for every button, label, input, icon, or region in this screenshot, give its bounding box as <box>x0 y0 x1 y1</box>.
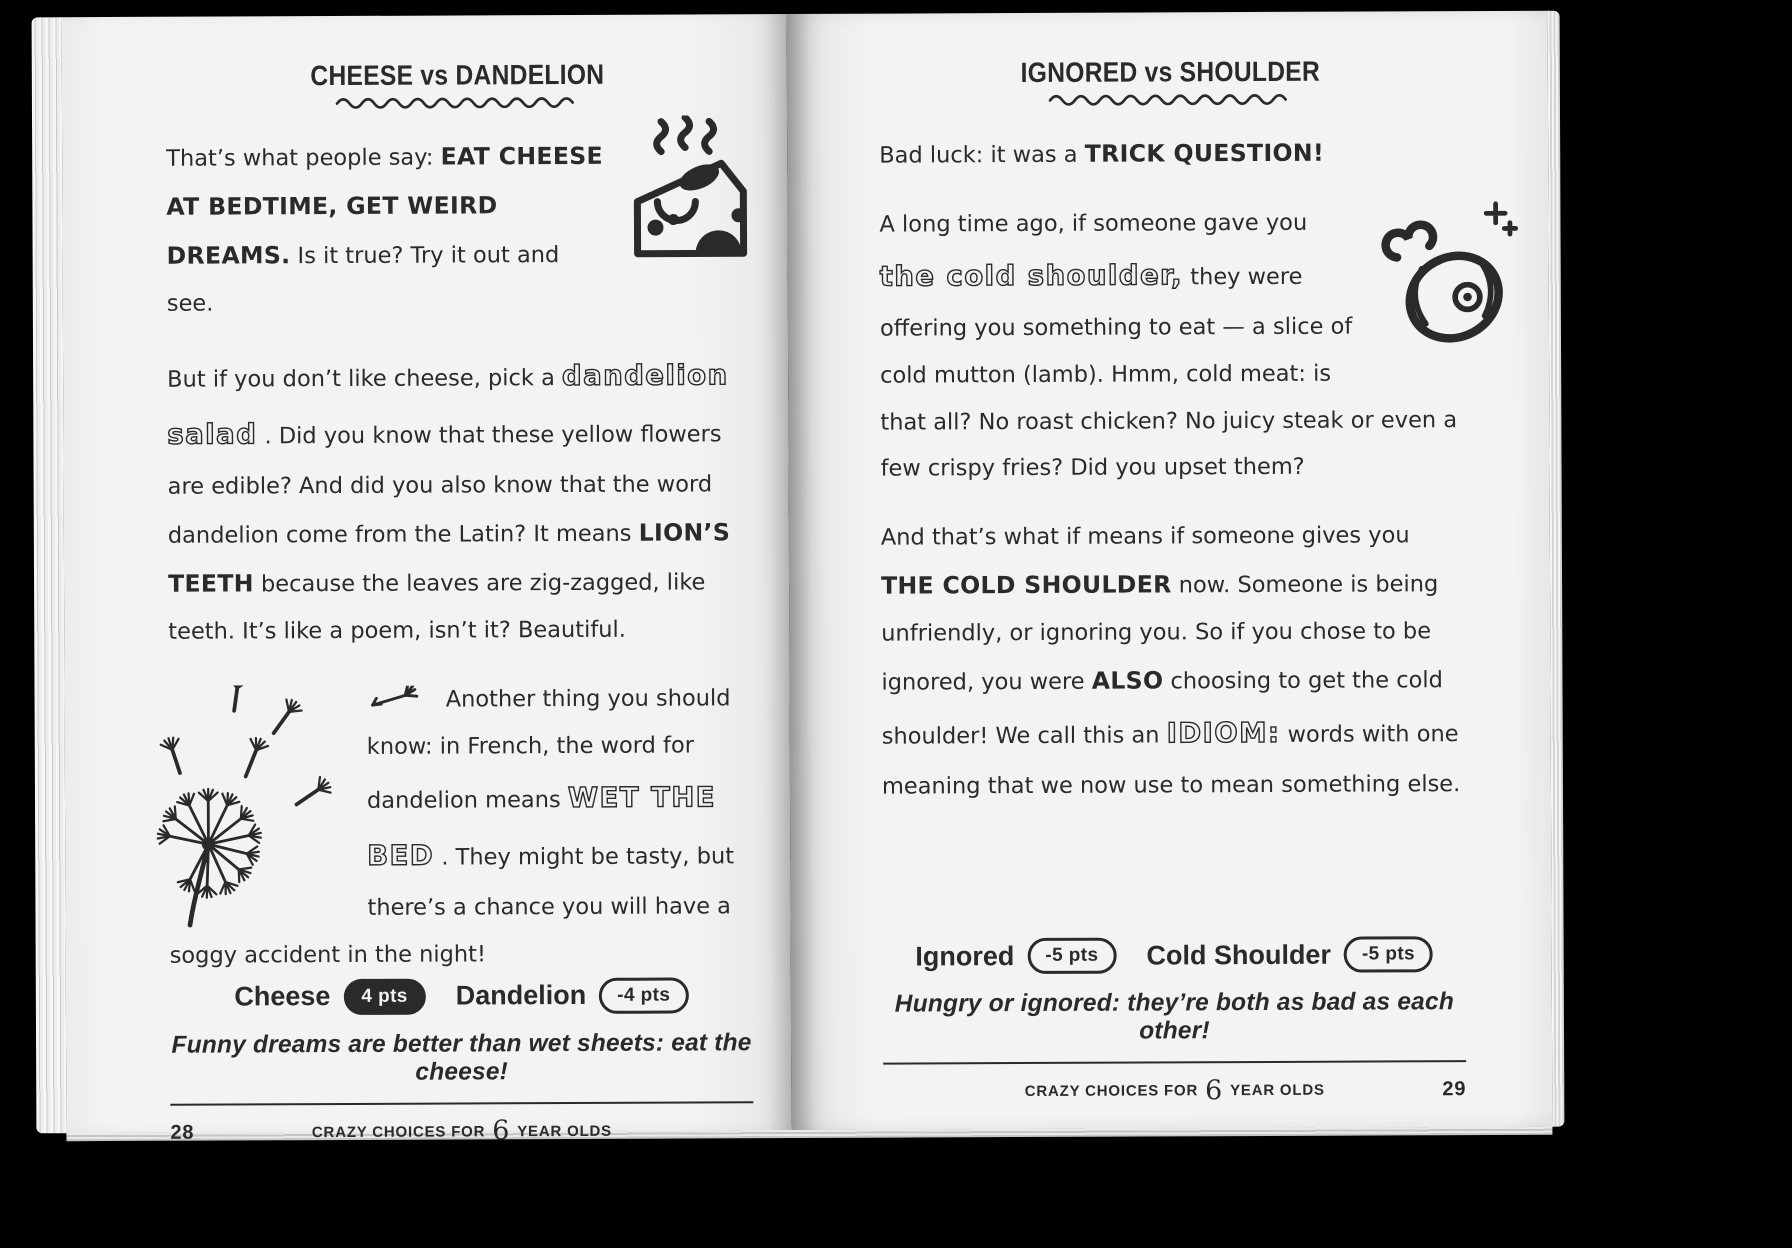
points-badge: 4 pts <box>343 978 426 1014</box>
outline-the-cold-shoulder: the cold shoulder, <box>879 260 1184 293</box>
text-run: . They might be tasty, but there’s a chance you will have a soggy accident in the night! <box>169 843 735 969</box>
open-book-spread <box>32 11 1565 1147</box>
paragraph-idiom-meaning <box>881 512 1465 810</box>
text-run: now. Someone is being unfriendly, or ignoring you. So if you chose to be ignored, you were <box>881 571 1439 696</box>
ham-icon <box>1366 195 1519 360</box>
score-label: Cheese <box>234 981 331 1012</box>
book-title-post: YEAR OLDS <box>517 1122 612 1140</box>
book-title-number: 6 <box>492 1115 511 1147</box>
text-run: words with one meaning that we now use to mean something else. <box>881 721 1461 800</box>
book-title-post: YEAR OLDS <box>1230 1081 1325 1100</box>
page-title: IGNORED vs SHOULDER <box>1020 55 1321 89</box>
wavy-underline <box>333 95 581 109</box>
page-number: 28 <box>170 1121 195 1144</box>
paragraph-dandelion-facts <box>167 347 751 656</box>
page-number: 29 <box>1442 1078 1467 1101</box>
text-run: That’s what people say: <box>166 144 441 172</box>
text-run: A long time ago, if someone gave you <box>879 209 1308 238</box>
score-label: Cold Shoulder <box>1146 939 1331 970</box>
text-run: Bad luck: it was a <box>879 141 1085 169</box>
score-row <box>170 977 753 1016</box>
score-pair-cold-shoulder <box>1146 936 1433 973</box>
cheese-icon <box>617 115 758 266</box>
title-block <box>166 58 749 110</box>
book-title <box>311 1115 612 1147</box>
emphasis-lions-teeth: LION’S TEETH <box>167 518 731 599</box>
paragraph-cheese-claim <box>166 131 750 328</box>
book-title-pre: CRAZY CHOICES FOR <box>1024 1082 1199 1101</box>
score-row <box>883 936 1466 975</box>
text-run: they were offering you something to eat — a slice of cold mutton (lamb). Hmm, cold meat: is that all? No roast chicken? No juicy steak or even a few crispy fries? Did you upset them? <box>879 263 1458 483</box>
score-pair-dandelion <box>456 977 689 1014</box>
book-wrap <box>32 11 1565 1147</box>
page-footer <box>170 1103 753 1145</box>
outline-idiom: IDIOM: <box>1166 717 1281 750</box>
text-run: But if you don’t like cheese, pick a <box>167 365 563 393</box>
dandelion-icon <box>134 685 351 932</box>
flying-seed-icon <box>366 686 428 711</box>
book-title-pre: CRAZY CHOICES FOR <box>311 1122 486 1141</box>
outline-wet-the-bed: WET THE BED <box>367 782 717 872</box>
outline-dandelion-salad: dandelion salad <box>167 360 729 452</box>
verdict-line: Funny dreams are better than wet sheets: eat the cheese! <box>171 1028 752 1086</box>
emphasis-trick-question: TRICK QUESTION! <box>1084 138 1325 168</box>
emphasis-the-cold-shoulder: THE COLD SHOULDER <box>880 570 1172 600</box>
points-badge: -4 pts <box>599 977 688 1013</box>
page-stack-left-edge <box>32 17 67 1133</box>
title-block <box>879 55 1462 107</box>
text-run: because the leaves are zig-zagged, like teeth. It’s like a poem, isn’t it? Beautiful. <box>168 569 706 646</box>
book-title <box>1024 1074 1325 1106</box>
text-run: Another thing you should know: in French, the word for dandelion means <box>366 685 731 814</box>
text-run: Is it true? Try it out and see. <box>166 242 560 318</box>
score-pair-cheese <box>234 978 426 1015</box>
score-label: Ignored <box>915 940 1015 971</box>
page-left <box>62 14 792 1147</box>
paragraph-trick-question <box>879 128 1462 180</box>
score-pair-ignored <box>915 938 1116 975</box>
text-run: And that’s what if means if someone gives you <box>880 522 1410 551</box>
score-label: Dandelion <box>455 980 587 1011</box>
page-right <box>787 11 1553 1130</box>
book-title-number: 6 <box>1205 1074 1224 1106</box>
paragraph-cold-shoulder-history <box>879 199 1463 493</box>
points-badge: -5 pts <box>1344 936 1433 972</box>
points-badge: -5 pts <box>1027 938 1116 974</box>
verdict-line: Hungry or ignored: they’re both as bad as each other! <box>894 988 1455 1045</box>
page-title: CHEESE vs DANDELION <box>310 58 605 92</box>
emphasis-also: ALSO <box>1091 666 1164 695</box>
emphasis-eat-cheese: EAT CHEESE AT BEDTIME, GET WEIRD DREAMS. <box>166 141 604 271</box>
paragraph-french-meaning <box>168 675 752 979</box>
page-footer <box>883 1062 1466 1104</box>
text-run: choosing to get the cold shoulder! We call this an <box>881 667 1443 750</box>
wavy-underline <box>1046 92 1294 106</box>
text-run: . Did you know that these yellow flowers are edible? And did you also know that the word dandelion come from the Latin? It means <box>167 421 722 549</box>
